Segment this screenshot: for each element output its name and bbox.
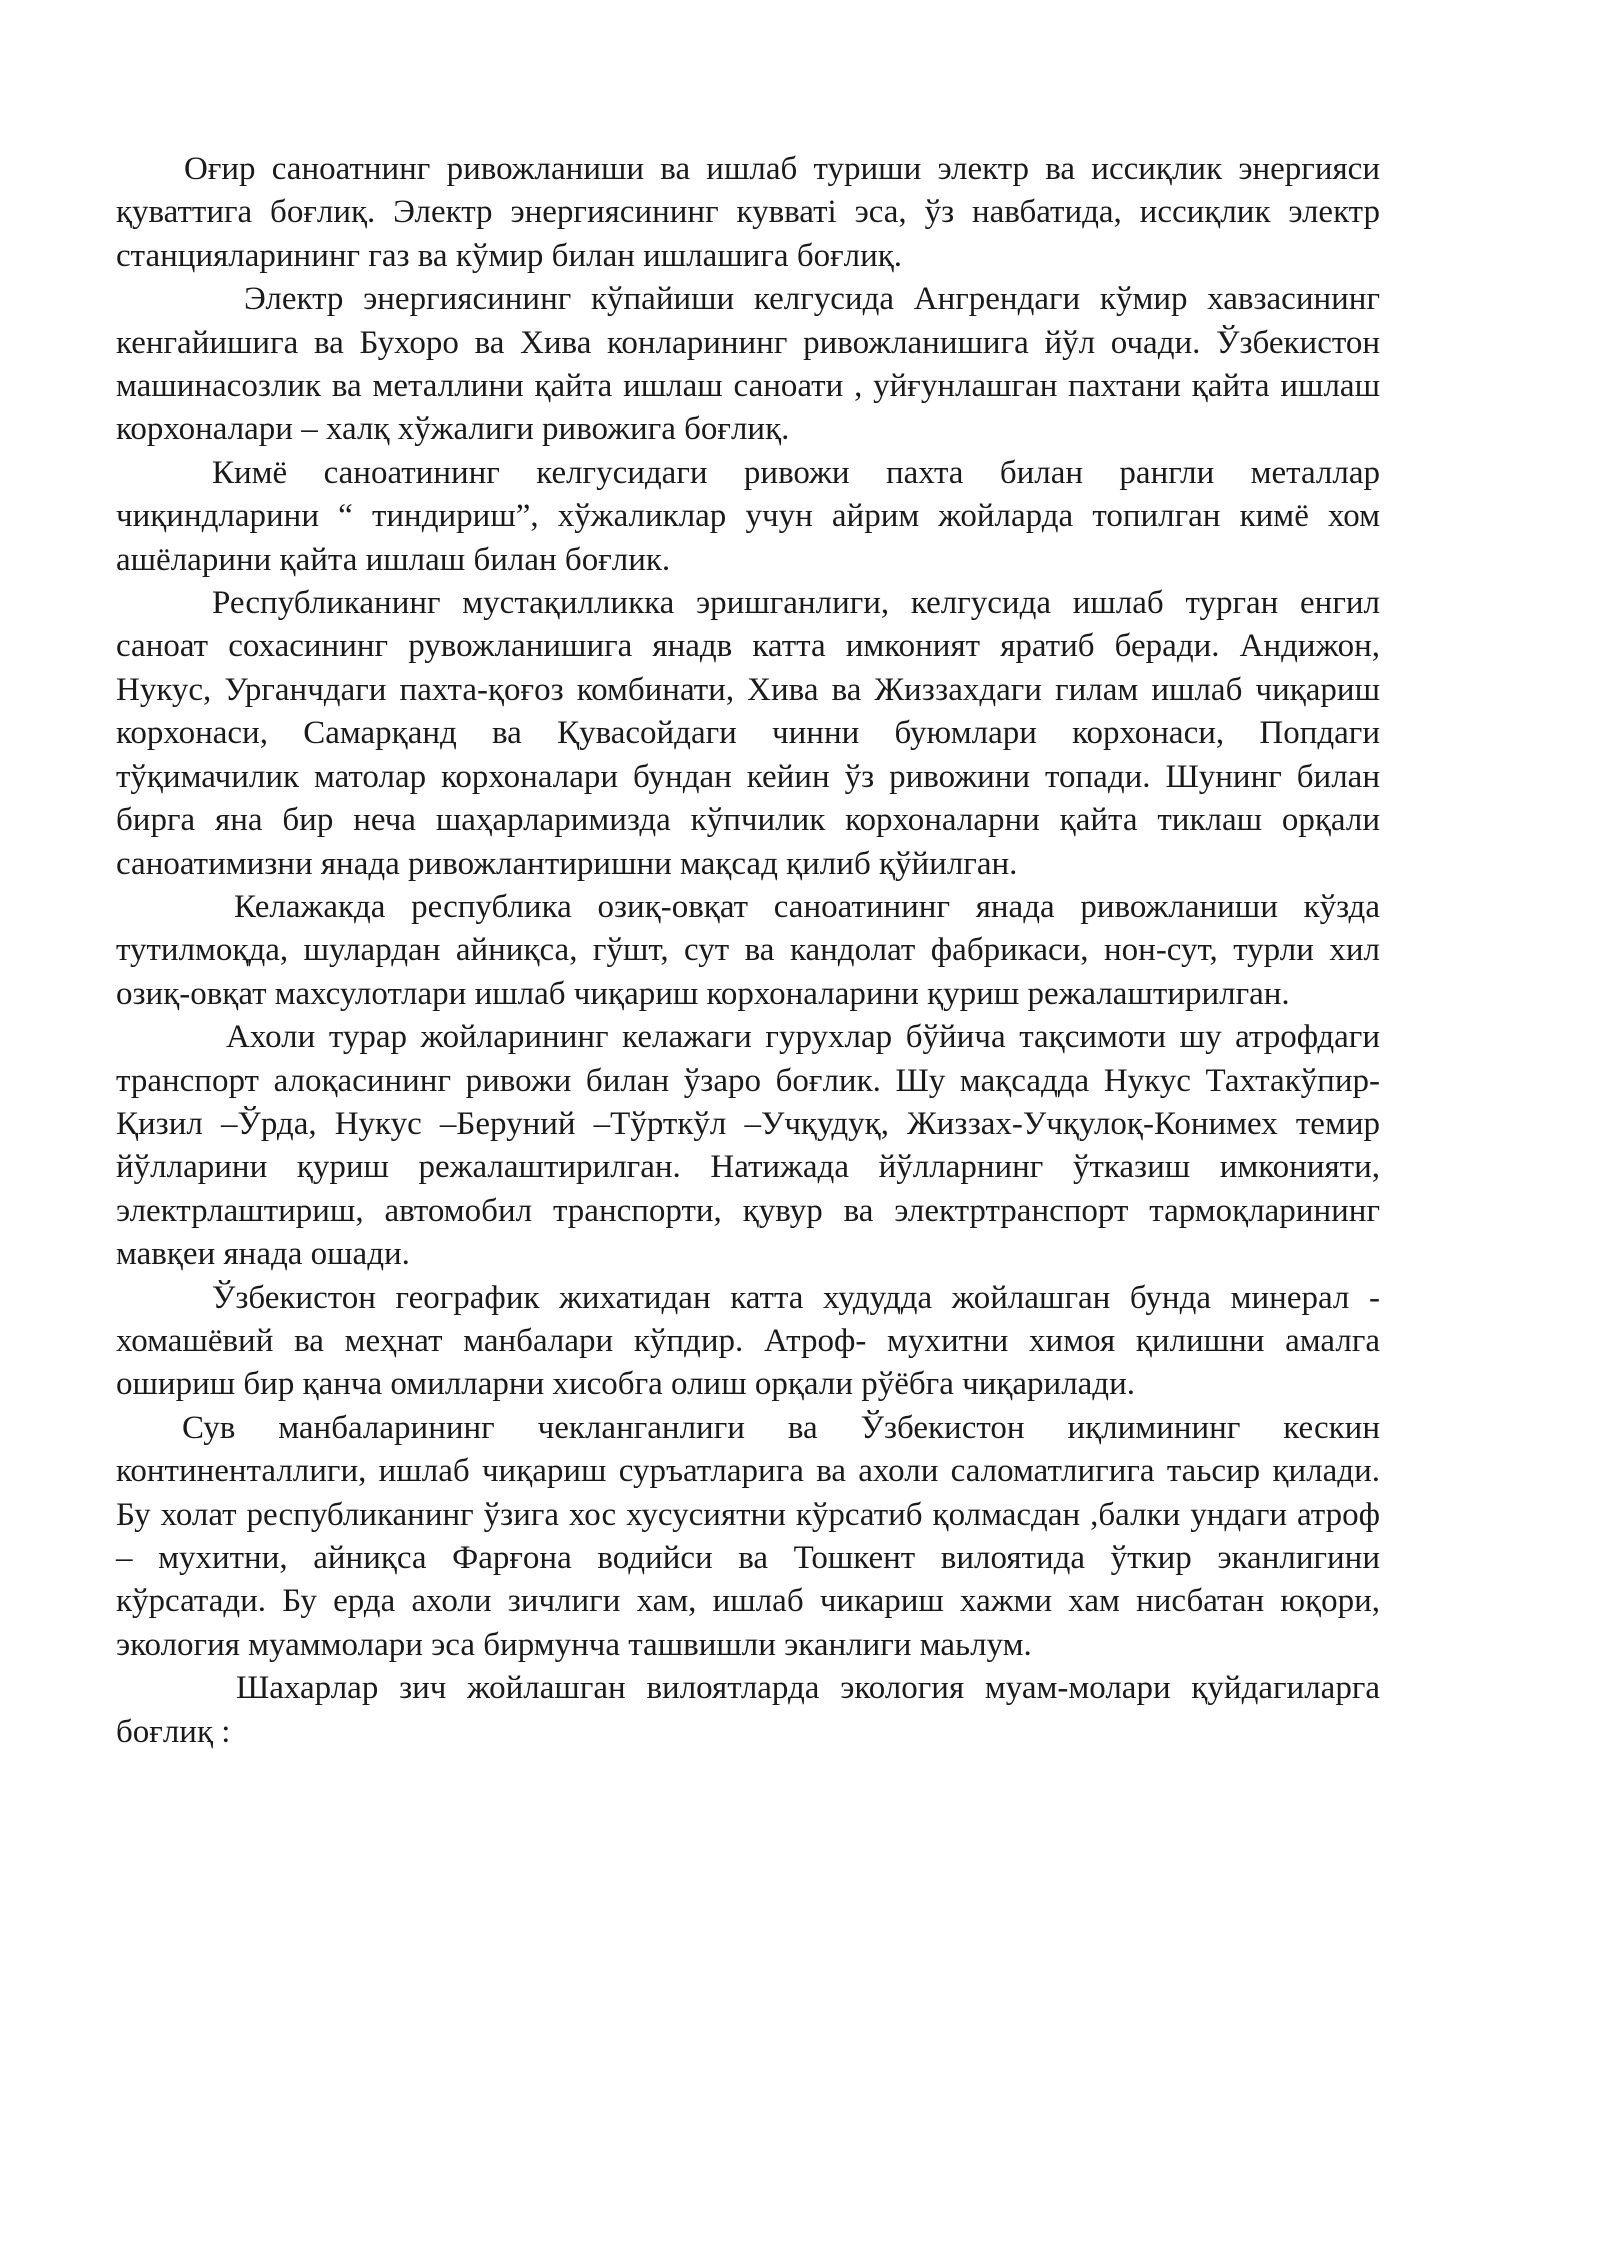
paragraph: Ахоли турар жойларининг келажаги гурухлар бўйича тақсимоти шу атрофдаги транспорт алоқасининг ривожи билан ўзаро боғлик. Шу мақсадда Нукус Тахтакўпир-Қизил –Ўрда, Нукус –Беруний –Тўрткўл –Учқудуқ, Жиззах-Учқулоқ-Конимех темир йўлларини қуриш режалаштирилган. Натижада йўлларнинг ўтказиш имконияти, электрлаштириш, автомобил транспорти, қувур ва электртранспорт тармоқларининг мавқеи янада ошади.: [116, 1019, 1380, 1273]
paragraph: Сув манбаларининг чекланганлиги ва Ўзбекистон иқлимининг кескин континенталлиги, ишлаб чиқариш суръатларига ва ахоли саломатлигига таьсир қилади. Бу холат республиканинг ўзига хос хусусиятни кўрсатиб қолмасдан ,балки ундаги атроф – мухитни, айниқса Фарғона водийси ва Тошкент вилоятида ўткир эканлигини кўрсатади. Бу ерда ахоли зичлиги хам, ишлаб чикариш хажми хам нисбатан юқори, экология муаммолари эса бирмунча ташвишли эканлиги маьлум.: [116, 1409, 1380, 1663]
paragraph: Келажакда республика озиқ-овқат саноатининг янада ривожланиши кўзда тутилмоқда, шулардан айниқса, гўшт, сут ва кандолат фабрикаси, нон-сут, турли хил озиқ-овқат махсулотлари ишлаб чиқариш корхоналарини қуриш режалаштирилган.: [116, 888, 1380, 1012]
body-text: [116, 148, 1380, 1754]
paragraph: Кимё саноатининг келгусидаги ривожи пахта билан рангли металлар чиқиндларини “ тиндириш”, хўжаликлар учун айрим жойларда топилган кимё хом ашёларини қайта ишлаш билан боғлик.: [116, 454, 1380, 578]
paragraph: Оғир саноатнинг ривожланиши ва ишлаб туриши электр ва иссиқлик энергияси қуваттига боғлиқ. Электр энергиясининг кувватi эса, ўз навбатида, иссиқлик электр станцияларининг газ ва кўмир билан ишлашига боғлиқ.: [116, 151, 1380, 274]
paragraph: Электр энергиясининг кўпайиши келгусида Ангрендаги кўмир хавзасининг кенгайишига ва Бухоро ва Хива конларининг ривожланишига йўл очади. Ўзбекистон машинасозлик ва металлини қайта ишлаш саноати , уйғунлашган пахтани қайта ишлаш корхоналари – халқ хўжалиги ривожига боғлиқ.: [116, 281, 1380, 448]
paragraph: Республиканинг мустақилликка эришганлиги, келгусида ишлаб турган енгил саноат сохасининг рувожланишига янадв катта имконият яратиб беради. Андижон, Нукус, Урганчдаги пахта-қоғоз комбинати, Хива ва Жиззахдаги гилам ишлаб чиқариш корхонаси, Самарқанд ва Қувасойдаги чинни буюмлари корхонаси, Попдаги тўқимачилик матолар корхоналари бундан кейин ўз ривожини топади. Шунинг билан бирга яна бир неча шаҳарларимизда кўпчилик корхоналарни қайта тиклаш орқали саноатимизни янада ривожлантиришни мақсад қилиб қўйилган.: [116, 585, 1380, 882]
paragraph: Ўзбекистон географик жихатидан катта худудда жойлашган бунда минерал - хомашёвий ва меҳнат манбалари кўпдир. Атроф- мухитни химоя қилишни амалга ошириш бир қанча омилларни хисобга олиш орқали рўёбга чиқарилади.: [116, 1279, 1380, 1403]
paragraph: Шахарлар зич жойлашган вилоятларда экология муам-молари қуйдагиларга боғлиқ :: [116, 1670, 1380, 1750]
